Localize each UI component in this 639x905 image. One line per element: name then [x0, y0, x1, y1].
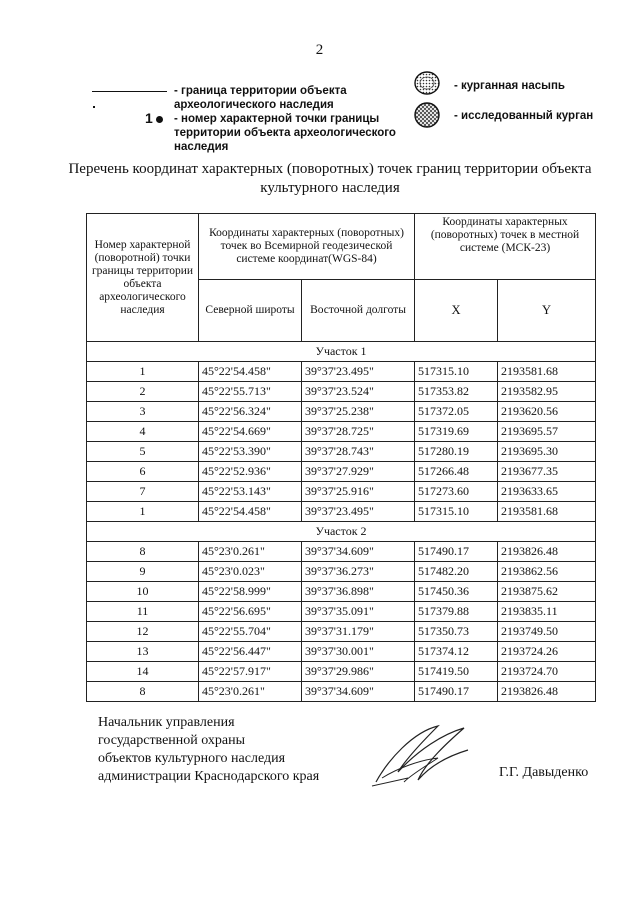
table-row [87, 602, 596, 622]
longitude: 39°37'25.238" [302, 402, 415, 422]
legend-mound-label: - курганная насыпь [454, 80, 566, 92]
table-row [87, 482, 596, 502]
table-row [87, 362, 596, 382]
coord-x: 517490.17 [415, 542, 498, 562]
latitude: 45°22'54.669" [199, 422, 302, 442]
coord-x: 517273.60 [415, 482, 498, 502]
latitude: 45°22'57.917" [199, 662, 302, 682]
coord-x: 517419.50 [415, 662, 498, 682]
latitude: 45°22'56.324" [199, 402, 302, 422]
coord-x: 517319.69 [415, 422, 498, 442]
table-row [87, 542, 596, 562]
coord-y: 2193724.26 [498, 642, 596, 662]
section-title: Участок 1 [87, 342, 596, 362]
page-number: 2 [315, 42, 324, 58]
point-number: 13 [87, 642, 199, 662]
point-number: 14 [87, 662, 199, 682]
header-point-number: Номер характерной (поворотной) точки границы территории объекта археологического наследия [87, 214, 199, 342]
point-number: 2 [87, 382, 199, 402]
latitude: 45°22'53.143" [199, 482, 302, 502]
point-number: 3 [87, 402, 199, 422]
point-number: 12 [87, 622, 199, 642]
coord-y: 2193695.30 [498, 442, 596, 462]
coord-x: 517315.10 [415, 362, 498, 382]
table-row [87, 502, 596, 522]
point-number: 5 [87, 442, 199, 462]
latitude: 45°23'0.261" [199, 682, 302, 702]
point-number: 8 [87, 682, 199, 702]
latitude: 45°22'55.713" [199, 382, 302, 402]
coord-x: 517350.73 [415, 622, 498, 642]
longitude: 39°37'35.091" [302, 602, 415, 622]
latitude: 45°22'53.390" [199, 442, 302, 462]
page-title: Перечень координат характерных (поворотных) точек границ территории объекта культурного наследия [68, 161, 592, 196]
latitude: 45°22'54.458" [199, 362, 302, 382]
point-number: 10 [87, 582, 199, 602]
signer-title-line-2: государственной охраны [98, 733, 246, 748]
longitude: 39°37'23.495" [302, 502, 415, 522]
coord-x: 517450.36 [415, 582, 498, 602]
latitude: 45°22'55.704" [199, 622, 302, 642]
stray-dot [93, 106, 95, 108]
point-number: 1 [87, 502, 199, 522]
coord-x: 517372.05 [415, 402, 498, 422]
coord-y: 2193633.65 [498, 482, 596, 502]
longitude: 39°37'34.609" [302, 542, 415, 562]
table-row [87, 402, 596, 422]
longitude: 39°37'28.743" [302, 442, 415, 462]
table-row [87, 462, 596, 482]
point-marker-number: 1 [145, 110, 153, 126]
coord-y: 2193724.70 [498, 662, 596, 682]
point-number: 6 [87, 462, 199, 482]
coord-x: 517482.20 [415, 562, 498, 582]
coord-x: 517266.48 [415, 462, 498, 482]
longitude: 39°37'25.916" [302, 482, 415, 502]
signature-block [98, 714, 319, 786]
latitude: 45°22'56.695" [199, 602, 302, 622]
longitude: 39°37'34.609" [302, 682, 415, 702]
table-row [87, 382, 596, 402]
longitude: 39°37'36.273" [302, 562, 415, 582]
signer-name: Г.Г. Давыденко [499, 765, 589, 780]
longitude: 39°37'36.898" [302, 582, 415, 602]
boundary-line-symbol [92, 91, 167, 92]
table-row [87, 422, 596, 442]
explored-mound-symbol [413, 101, 441, 129]
legend-boundary-label: - граница территории объекта археологического наследия [174, 85, 347, 111]
latitude: 45°22'54.458" [199, 502, 302, 522]
point-number: 1 [87, 362, 199, 382]
coord-x: 517353.82 [415, 382, 498, 402]
coordinates-table [86, 213, 596, 702]
latitude: 45°23'0.261" [199, 542, 302, 562]
point-number: 9 [87, 562, 199, 582]
point-number: 7 [87, 482, 199, 502]
coord-y: 2193826.48 [498, 682, 596, 702]
coord-y: 2193581.68 [498, 502, 596, 522]
longitude: 39°37'31.179" [302, 622, 415, 642]
longitude: 39°37'28.725" [302, 422, 415, 442]
coord-y: 2193749.50 [498, 622, 596, 642]
coord-x: 517374.12 [415, 642, 498, 662]
coord-y: 2193582.95 [498, 382, 596, 402]
coord-x: 517490.17 [415, 682, 498, 702]
longitude: 39°37'23.495" [302, 362, 415, 382]
coord-y: 2193620.56 [498, 402, 596, 422]
table-row [87, 582, 596, 602]
longitude: 39°37'29.986" [302, 662, 415, 682]
section-title: Участок 2 [87, 522, 596, 542]
longitude: 39°37'30.001" [302, 642, 415, 662]
latitude: 45°23'0.023" [199, 562, 302, 582]
header-y: Y [498, 280, 596, 342]
header-east-longitude: Восточной долготы [302, 280, 415, 342]
coord-y: 2193875.62 [498, 582, 596, 602]
latitude: 45°22'58.999" [199, 582, 302, 602]
header-msk23: Координаты характерных (поворотных) точек в местной системе (МСК-23) [415, 214, 596, 280]
legend-point-label: - номер характерной точки границы территории объекта археологического наследия [174, 113, 396, 153]
coord-y: 2193695.57 [498, 422, 596, 442]
coord-y: 2193581.68 [498, 362, 596, 382]
signer-title-line-4: администрации Краснодарского края [98, 769, 320, 784]
coord-y: 2193677.35 [498, 462, 596, 482]
table-row [87, 562, 596, 582]
coord-x: 517315.10 [415, 502, 498, 522]
signer-title-line-3: объектов культурного наследия [98, 751, 286, 766]
coord-x: 517379.88 [415, 602, 498, 622]
signer-title-line-1: Начальник управления [98, 715, 235, 730]
coord-x: 517280.19 [415, 442, 498, 462]
legend-point-marker [145, 111, 163, 125]
coord-y: 2193826.48 [498, 542, 596, 562]
point-number: 11 [87, 602, 199, 622]
table-row [87, 682, 596, 702]
point-number: 8 [87, 542, 199, 562]
header-wgs84: Координаты характерных (поворотных) точек во Всемирной геодезической системе координат(WGS-84) [199, 214, 415, 280]
latitude: 45°22'56.447" [199, 642, 302, 662]
mound-symbol [413, 70, 441, 96]
longitude: 39°37'27.929" [302, 462, 415, 482]
table-row [87, 662, 596, 682]
header-x: X [415, 280, 498, 342]
table-row [87, 642, 596, 662]
latitude: 45°22'52.936" [199, 462, 302, 482]
coord-y: 2193862.56 [498, 562, 596, 582]
table-row [87, 622, 596, 642]
header-north-latitude: Северной широты [199, 280, 302, 342]
signature [368, 720, 478, 790]
point-dot-symbol [156, 116, 163, 123]
table-row [87, 442, 596, 462]
longitude: 39°37'23.524" [302, 382, 415, 402]
coord-y: 2193835.11 [498, 602, 596, 622]
point-number: 4 [87, 422, 199, 442]
legend-explored-label: - исследованный курган [454, 110, 594, 122]
